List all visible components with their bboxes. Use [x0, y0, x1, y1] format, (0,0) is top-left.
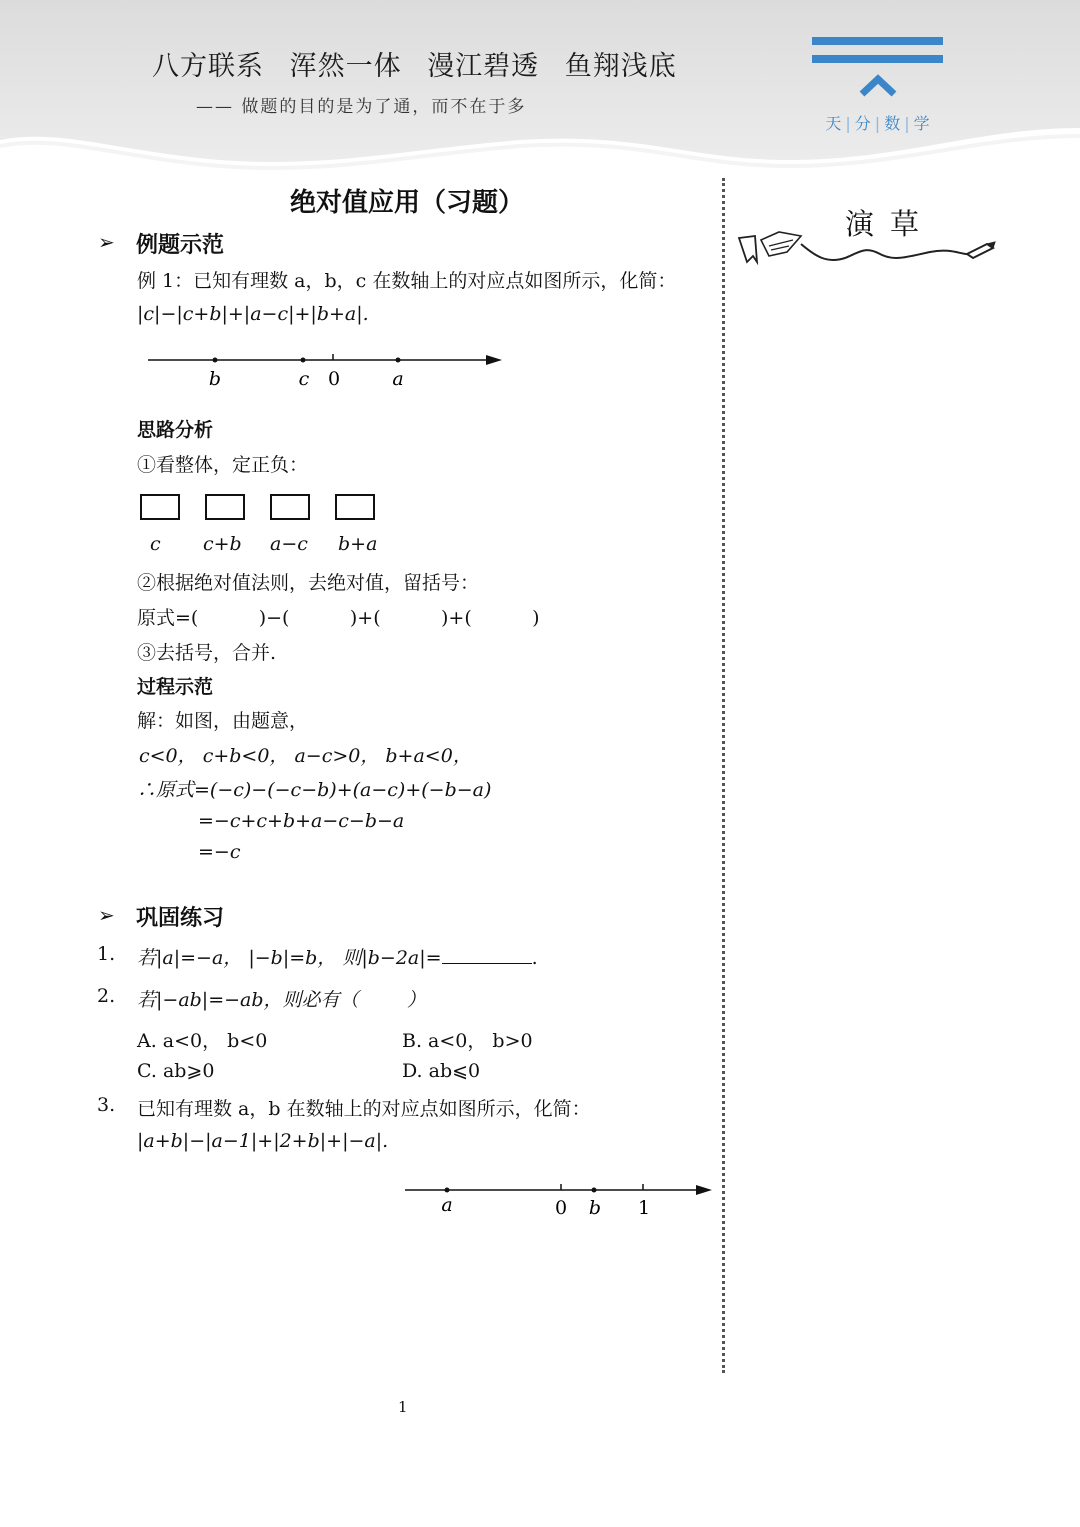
document-title: 绝对值应用（习题） — [290, 188, 525, 218]
question-3-expression: |a+b|−|a−1|+|2+b|+|−a|. — [137, 1130, 389, 1152]
motto-part: 鱼翔浅底 — [564, 51, 677, 82]
header-background — [0, 0, 1080, 175]
brand-char: 天 — [825, 114, 842, 133]
box-label: a−c — [270, 533, 308, 555]
answer-blank[interactable] — [442, 945, 532, 964]
column-divider — [722, 178, 725, 1373]
logo-brand: 天 | 分 | 数 | 学 — [825, 114, 930, 133]
solution-line: =−c+c+b+a−c−b−a — [198, 810, 405, 832]
brand-char: 学 — [913, 114, 930, 133]
analysis-step-2: ②根据绝对值法则，去绝对值，留括号： — [137, 572, 480, 594]
header-motto — [152, 44, 693, 83]
question-number: 3. — [97, 1094, 116, 1116]
analysis-step-3: ③去括号，合并. — [137, 642, 277, 664]
section-heading-practice: 巩固练习 — [136, 906, 225, 931]
question-3-text: 已知有理数 a，b 在数轴上的对应点如图所示，化简： — [137, 1098, 591, 1120]
brand-char: 分 — [854, 114, 871, 133]
section-heading-example: 例题示范 — [136, 233, 225, 258]
number-line-label: 0 — [327, 368, 341, 390]
question-2-text: 若|−ab|=−ab，则必有（ ） — [137, 989, 426, 1011]
solution-line: c<0， c+b<0， a−c>0， b+a<0， — [139, 745, 472, 767]
arrow-bullet-icon: ➢ — [98, 903, 115, 927]
scratch-paper-pencil-icon — [735, 226, 997, 268]
option-a[interactable]: A. a<0， b<0 — [137, 1030, 268, 1052]
option-b[interactable]: B. a<0， b>0 — [402, 1030, 533, 1052]
logo-bar-top — [812, 37, 943, 45]
arrow-bullet-icon: ➢ — [98, 230, 115, 254]
number-line-label: b — [588, 1197, 602, 1219]
motto-part: 浑然一体 — [289, 51, 402, 82]
solution-line: 解：如图，由题意， — [137, 710, 309, 732]
motto-part: 漫江碧透 — [427, 51, 540, 82]
analysis-step-2-formula: 原式=( )−( )+( )+( ) — [137, 607, 540, 629]
header-sub-motto: —— 做题的目的是为了通，而不在于多 — [196, 97, 527, 117]
number-line-label: a — [392, 368, 404, 390]
question-1 — [137, 943, 538, 970]
question-number: 1. — [97, 943, 116, 965]
sign-box — [335, 494, 375, 520]
question-number: 2. — [97, 985, 116, 1007]
example-expression: |c|−|c+b|+|a−c|+|b+a|. — [137, 303, 369, 325]
analysis-heading: 思路分析 — [137, 419, 214, 441]
box-label: c — [150, 533, 161, 555]
option-c[interactable]: C. ab⩾0 — [137, 1060, 215, 1082]
brand-char: 数 — [884, 114, 901, 133]
page-number: 1 — [398, 1398, 408, 1416]
sign-box — [140, 494, 180, 520]
number-line-label: b — [208, 368, 222, 390]
number-line-label: a — [441, 1194, 453, 1216]
scratch-title: 演草 — [845, 207, 936, 241]
analysis-step-1: ①看整体，定正负： — [137, 454, 309, 476]
motto-part: 八方联系 — [152, 51, 264, 82]
logo-bar-bottom — [812, 55, 943, 63]
number-line-practice — [400, 1174, 720, 1220]
option-d[interactable]: D. ab⩽0 — [402, 1060, 481, 1082]
solution-line: ∴原式=(−c)−(−c−b)+(a−c)+(−b−a) — [137, 779, 492, 801]
number-line-label: 0 — [554, 1197, 568, 1219]
number-line-label: c — [298, 368, 310, 390]
sign-box — [270, 494, 310, 520]
logo-chevron-icon — [858, 72, 898, 98]
question-1-end: . — [531, 947, 538, 969]
number-line-example — [140, 344, 510, 394]
example-intro: 例 1：已知有理数 a，b，c 在数轴上的对应点如图所示，化简： — [137, 270, 677, 292]
box-label: b+a — [338, 533, 378, 555]
number-line-label: 1 — [637, 1197, 651, 1219]
solution-line: =−c — [198, 841, 241, 863]
process-heading: 过程示范 — [137, 676, 214, 698]
sign-box — [205, 494, 245, 520]
question-1-text: 若|a|=−a， |−b|=b， 则|b−2a|= — [137, 947, 442, 969]
box-label: c+b — [203, 533, 242, 555]
